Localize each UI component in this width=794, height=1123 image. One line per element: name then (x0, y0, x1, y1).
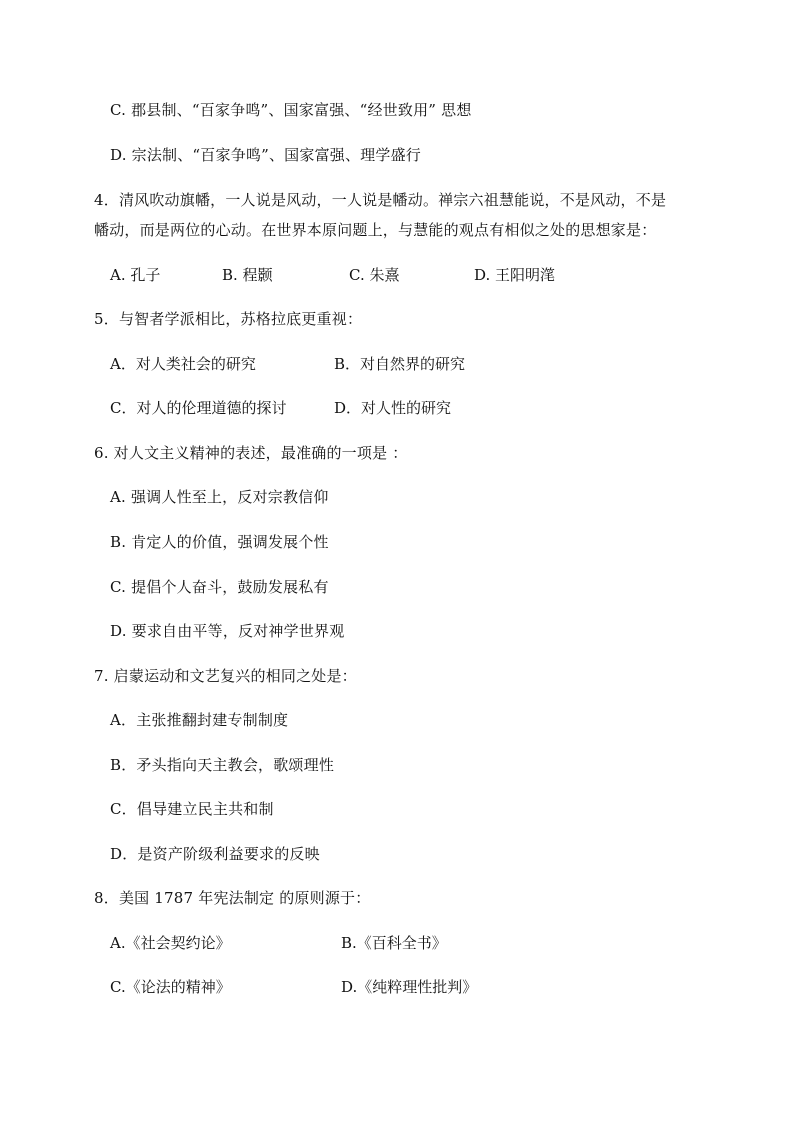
q7-stem: 7. 启蒙运动和文艺复兴的相同之处是： (94, 667, 357, 685)
q6-option-b: B. 肯定人的价值，强调发展个性 (110, 533, 329, 551)
q4-option-a: A. 孔子 (110, 266, 161, 284)
q4-option-b: B. 程颢 (222, 266, 273, 284)
q8-option-d: D.《纯粹理性批判》 (341, 978, 478, 996)
q4-stem-line1: 4．清风吹动旗幡，一人说是风动，一人说是幡动。禅宗六祖慧能说，不是风动，不是 (94, 191, 667, 209)
q5-stem: 5．与智者学派相比，苏格拉底更重视： (94, 310, 363, 328)
q7-option-d: D．是资产阶级利益要求的反映 (110, 845, 320, 863)
q8-options-row1 (110, 933, 510, 953)
q6-option-c: C. 提倡个人奋斗，鼓励发展私有 (110, 578, 329, 596)
q8-stem: 8．美国 1787 年宪法制定 的原则源于： (94, 889, 371, 907)
q4-options (110, 265, 630, 285)
q5-option-d: D．对人性的研究 (334, 399, 452, 417)
q5-option-b: B．对自然界的研究 (334, 355, 466, 373)
q3-option-c: C. 郡县制、“百家争鸣”、国家富强、“经世致用” 思想 (110, 101, 472, 119)
q6-option-a: A. 强调人性至上，反对宗教信仰 (110, 488, 329, 506)
q7-option-b: B．矛头指向天主教会，歌颂理性 (110, 756, 335, 774)
q8-option-a: A.《社会契约论》 (110, 934, 231, 952)
q7-option-c: C．倡导建立民主共和制 (110, 800, 274, 818)
q6-stem: 6. 对人文主义精神的表述，最准确的一项是 ： (94, 444, 408, 462)
q5-options-row2 (110, 398, 510, 418)
q5-option-c: C．对人的伦理道德的探讨 (110, 399, 287, 417)
q8-options-row2 (110, 977, 510, 997)
q5-options-row1 (110, 354, 510, 374)
q3-option-d: D. 宗法制、“百家争鸣”、国家富强、理学盛行 (110, 146, 421, 164)
q4-option-d: D. 王阳明滗 (474, 266, 556, 284)
q5-option-a: A．对人类社会的研究 (110, 355, 256, 373)
q8-option-b: B.《百科全书》 (341, 934, 447, 952)
q6-option-d: D. 要求自由平等，反对神学世界观 (110, 622, 345, 640)
q8-option-c: C.《论法的精神》 (110, 978, 231, 996)
q4-stem-line2: 幡动，而是两位的心动。在世界本原问题上，与慧能的观点有相似之处的思想家是： (94, 221, 657, 239)
q7-option-a: A．主张推翻封建专制制度 (110, 711, 289, 729)
q4-option-c: C. 朱熹 (349, 266, 400, 284)
